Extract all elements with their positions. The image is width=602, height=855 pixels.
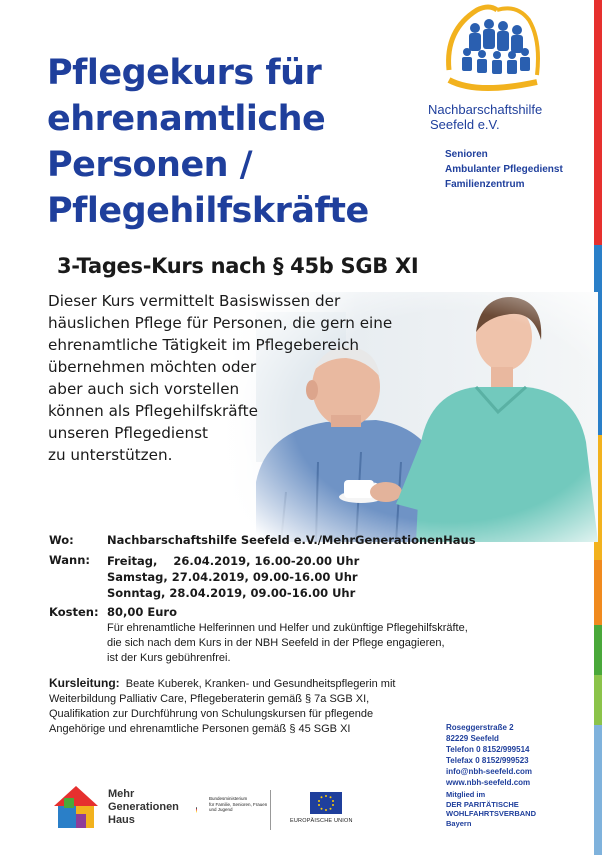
website-link[interactable]: www.nbh-seefeld.com <box>446 778 531 787</box>
mgh-line: Haus <box>108 814 135 826</box>
member-line: DER PARITÄTISCHE <box>446 799 519 809</box>
address-line: Roseggerstraße 2 <box>446 723 514 732</box>
org-name <box>428 102 568 132</box>
lead-line: Beate Kuberek, Kranken- und Gesundheitspflegerin mit <box>125 678 396 690</box>
service-item: Senioren <box>445 149 488 160</box>
title-line: Pflegehilfskräfte <box>47 191 369 231</box>
intro-line: übernehmen möchten oder <box>48 358 257 376</box>
member-line: Bayern <box>446 818 472 828</box>
org-services <box>445 147 563 192</box>
kosten-note-line: ist der Kurs gebührenfrei. <box>107 652 231 664</box>
email-link[interactable]: info@nbh-seefeld.com <box>446 767 533 776</box>
org-name-line: Nachbarschaftshilfe <box>428 102 543 117</box>
course-subtitle: 3-Tages-Kurs nach § 45b SGB XI <box>57 254 419 278</box>
lead-line: Qualifikation zur Durchführung von Schulungskursen für pflegende <box>49 708 374 720</box>
wann-dates <box>107 553 359 601</box>
ministry-line: für Familie, Senioren, Frauen <box>209 801 268 807</box>
member-line: WOHLFAHRTSVERBAND <box>446 809 536 818</box>
footer-divider <box>270 790 271 830</box>
member-line: Mitglied im <box>446 790 486 799</box>
intro-line: können als Pflegehilfskräfte <box>48 402 258 420</box>
stripe-red-top <box>594 0 602 245</box>
membership <box>446 790 536 828</box>
lead-line: Angehörige und ehrenamtliche Personen gemäß § 45 SGB XI <box>49 723 351 735</box>
ministry-text <box>209 796 267 813</box>
mgh-line: Mehr <box>108 788 135 800</box>
contact-address <box>446 722 532 788</box>
stripe-light-green <box>594 675 602 725</box>
wo-value: Nachbarschaftshilfe Seefeld e.V./MehrGenerationenHaus <box>107 533 476 547</box>
mgh-text <box>108 788 179 827</box>
eu-flag-icon <box>310 792 342 814</box>
intro-line: aber auch sich vorstellen <box>48 380 240 398</box>
title-line: Personen / <box>47 145 253 185</box>
intro-line: unseren Pflegedienst <box>48 424 208 442</box>
lead-line: Weiterbildung Palliativ Care, Pflegeberaterin gemäß § 7a SGB XI, <box>49 693 370 705</box>
stripe-green <box>594 625 602 675</box>
ministry-line: Bundesministerium <box>209 796 248 801</box>
org-name-line: Seefeld e.V. <box>430 117 500 132</box>
kosten-value: 80,00 Euro <box>107 605 177 619</box>
mehrgenerationenhaus-logo <box>50 784 102 832</box>
service-item: Familienzentrum <box>445 179 525 190</box>
intro-line: Dieser Kurs vermittelt Basiswissen der <box>48 292 341 310</box>
stripe-light-blue <box>594 725 602 855</box>
title-line: ehrenamtliche <box>47 99 326 139</box>
date-line: Sonntag, 28.04.2019, 09.00-16.00 Uhr <box>107 586 356 600</box>
wo-label: Wo: <box>49 533 74 547</box>
mgh-line: Generationen <box>108 801 179 813</box>
title-line: Pflegekurs für <box>47 53 322 93</box>
intro-line: häuslichen Pflege für Personen, die gern eine <box>48 314 393 332</box>
date-line: Samstag, 27.04.2019, 09.00-16.00 Uhr <box>107 570 358 584</box>
ministry-flag-icon <box>196 794 208 826</box>
address-line: Telefon 0 8152/999514 <box>446 745 530 754</box>
kosten-label: Kosten: <box>49 605 99 619</box>
kosten-note <box>107 621 468 666</box>
eu-label: EUROPÄISCHE UNION <box>290 818 353 824</box>
wann-label: Wann: <box>49 553 91 567</box>
course-lead <box>49 676 429 737</box>
intro-line: ehrenamtliche Tätigkeit im Pflegebereich <box>48 336 360 354</box>
date-line: Freitag, 26.04.2019, 16.00-20.00 Uhr <box>107 554 360 568</box>
address-line: Telefax 0 8152/999523 <box>446 756 529 765</box>
kosten-note-line: die sich nach dem Kurs in der NBH Seefeld in der Pflege engagieren, <box>107 637 445 649</box>
address-line: 82229 Seefeld <box>446 734 499 743</box>
ministry-line: und Jugend <box>209 807 233 812</box>
service-item: Ambulanter Pflegedienst <box>445 164 563 175</box>
page-title <box>47 50 427 234</box>
intro-line: zu unterstützen. <box>48 446 173 464</box>
org-logo <box>437 0 557 100</box>
stripe-orange <box>594 560 602 625</box>
lead-label: Kursleitung: <box>49 676 120 690</box>
kosten-note-line: Für ehrenamtliche Helferinnen und Helfer und zukünftige Pflegehilfskräfte, <box>107 622 468 634</box>
intro-text <box>48 290 408 466</box>
